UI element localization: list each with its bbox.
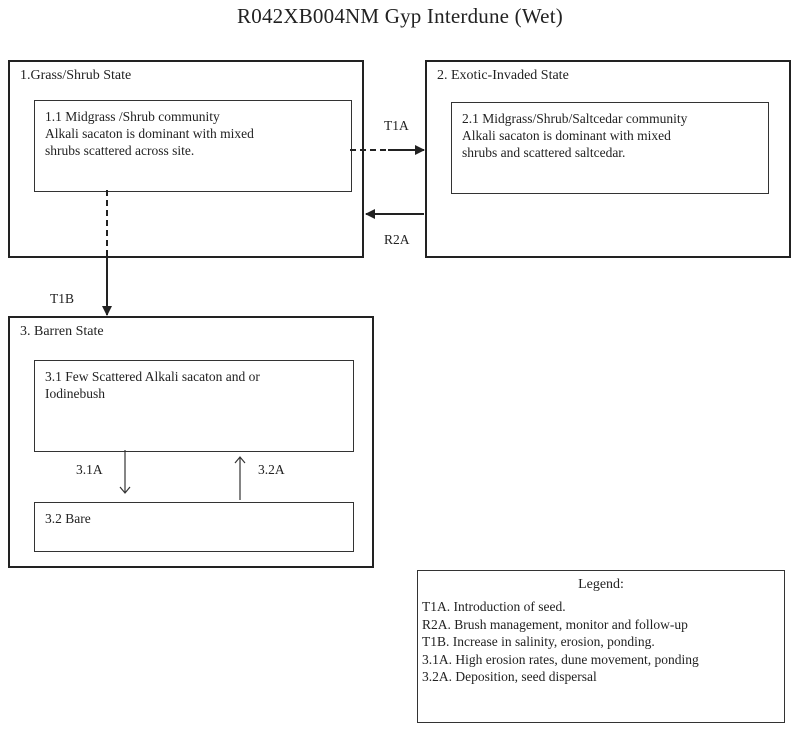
community-1-1-line-2: Alkali sacaton is dominant with mixed	[45, 126, 254, 141]
legend-item-3-2a: 3.2A. Deposition, seed dispersal	[422, 669, 597, 684]
legend-box	[417, 570, 785, 723]
community-1-1-text	[45, 108, 345, 159]
community-2-1-line-1: 2.1 Midgrass/Shrub/Saltcedar community	[462, 111, 688, 126]
community-2-1-line-3: shrubs and scattered saltcedar.	[462, 145, 626, 160]
legend-list	[422, 598, 699, 686]
community-3-1-line-2: Iodinebush	[45, 386, 105, 401]
legend-item-t1a: T1A. Introduction of seed.	[422, 599, 566, 614]
community-3-2-text	[45, 510, 347, 527]
legend-item-r2a: R2A. Brush management, monitor and follow-up	[422, 616, 688, 632]
pathway-3-1a-label: 3.1A	[76, 462, 103, 477]
community-2-1-box	[451, 102, 769, 194]
state-1-label: 1.Grass/Shrub State	[20, 68, 132, 83]
state-3-box	[8, 316, 374, 568]
t1a-label: T1A	[384, 118, 409, 133]
community-3-1-text	[45, 368, 347, 402]
community-1-1-line-3: shrubs scattered across site.	[45, 143, 195, 158]
community-2-1-line-2: Alkali sacaton is dominant with mixed	[462, 128, 671, 143]
community-1-1-line-1: 1.1 Midgrass /Shrub community	[45, 109, 220, 124]
state-2-label: 2. Exotic-Invaded State	[437, 68, 569, 83]
community-3-2-line-1: 3.2 Bare	[45, 511, 91, 526]
diagram-title: R042XB004NM Gyp Interdune (Wet)	[237, 4, 563, 28]
state-1-box	[8, 60, 364, 258]
community-3-1-line-1: 3.1 Few Scattered Alkali sacaton and or	[45, 369, 260, 384]
pathway-3-2a-label: 3.2A	[258, 462, 285, 477]
community-3-1-box	[34, 360, 354, 452]
community-3-2-box	[34, 502, 354, 552]
state-3-label: 3. Barren State	[20, 324, 104, 339]
community-2-1-text	[462, 110, 762, 161]
state-2-box	[425, 60, 791, 258]
legend-item-3-1a: 3.1A. High erosion rates, dune movement, ponding	[422, 651, 699, 667]
legend-title: Legend:	[578, 577, 624, 592]
community-1-1-box	[34, 100, 352, 192]
legend-item-t1b: T1B. Increase in salinity, erosion, ponding.	[422, 634, 655, 649]
t1b-label: T1B	[50, 291, 75, 306]
r2a-label: R2A	[384, 232, 410, 247]
